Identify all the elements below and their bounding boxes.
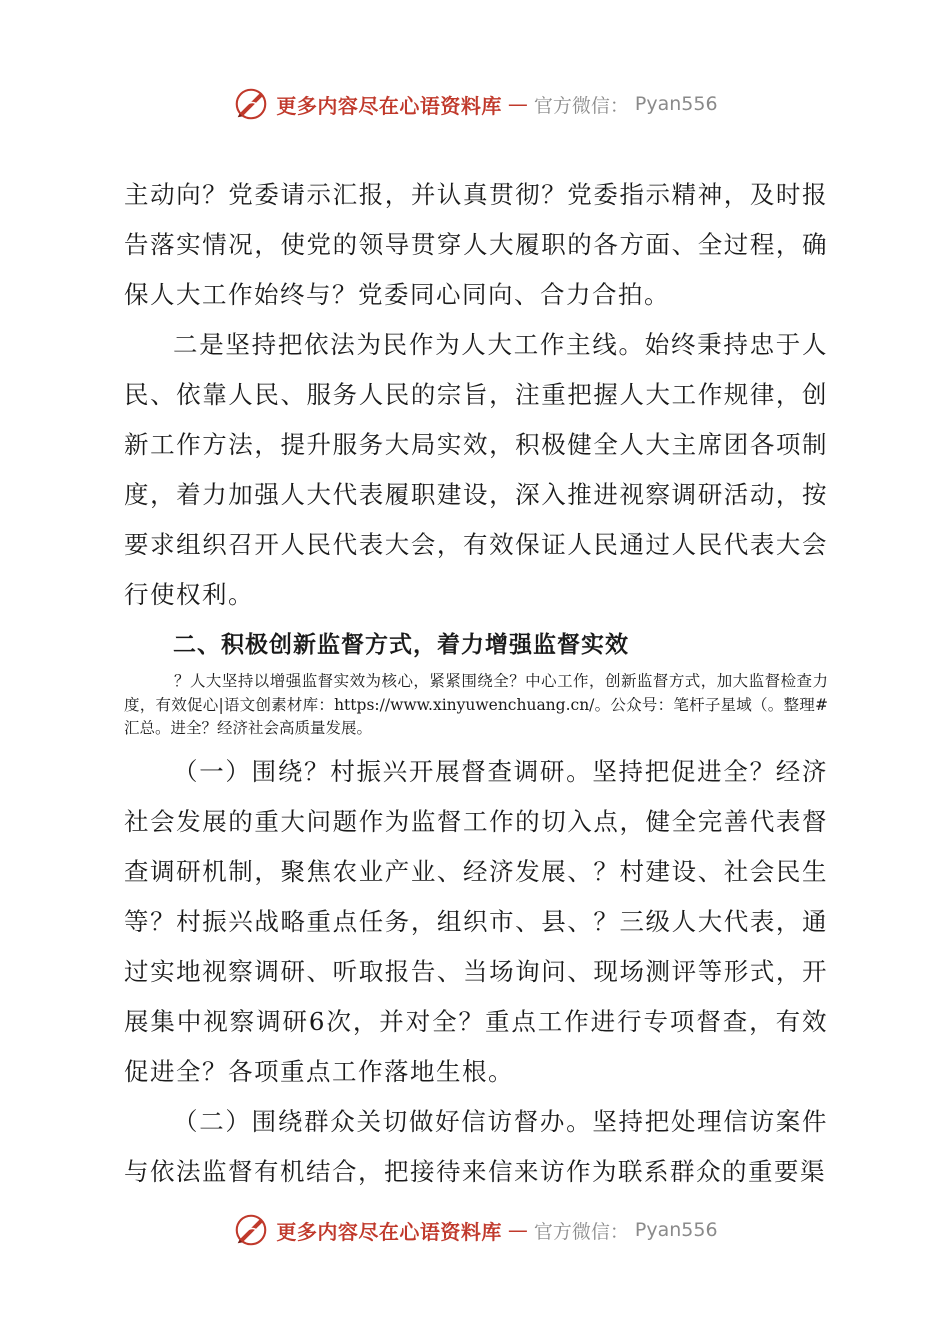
banner-separator: — [507, 1218, 528, 1242]
banner-wechat-id: Pyan556 [634, 93, 718, 115]
banner-brand: 更多内容尽在心语资料库 [276, 93, 502, 118]
paragraph-point-two: 二是坚持把依法为民作为人大工作主线。始终秉持忠于人民、依靠人民、服务人民的宗旨，注重把握人大工作规律，创新工作方法，提升服务大局实效，积极健全人大主席团各项制度，着力加强人大代表履职建设，深入推进视察调研活动，按要求组织召开人民代表大会，有效保证人民通过人民代表大会行使权利。 [124, 330, 828, 609]
section-heading-two: 二、积极创新监督方式，着力增强监督实效 [173, 632, 629, 658]
paragraph-continuation: 主动向？党委请示汇报，并认真贯彻？党委指示精神，及时报告落实情况，使党的领导贯穿人大履职的各方面、全过程，确保人大工作始终与？党委同心同向、合力合拍。 [124, 180, 828, 309]
section-intro-small: ？人大坚持以增强监督实效为核心，紧紧围绕全？中心工作，创新监督方式，加大监督检查力度，有效促心|语文创素材库：https://www.xinyuwenchuang.cn/。公众号：笔杆子星域（。整理#汇总。进全？经济社会高质量发展。 [124, 672, 828, 737]
document-body [124, 170, 828, 1197]
pen-circle-logo-icon [232, 85, 270, 123]
pen-circle-logo-icon [232, 1211, 270, 1249]
banner-wechat-id: Pyan556 [634, 1219, 718, 1241]
banner-brand: 更多内容尽在心语资料库 [276, 1219, 502, 1244]
footer-banner [0, 1208, 950, 1252]
banner-separator: — [507, 92, 528, 116]
banner-wechat-label: 官方微信： [533, 94, 629, 117]
paragraph-subsection-two: （二）围绕群众关切做好信访督办。坚持把处理信访案件与依法监督有机结合，把接待来信来访作为联系群众的重要渠 [124, 1106, 828, 1186]
banner-wechat-label: 官方微信： [533, 1220, 629, 1243]
header-banner [0, 82, 950, 126]
paragraph-subsection-one: （一）围绕？村振兴开展督查调研。坚持把促进全？经济社会发展的重大问题作为监督工作的切入点，健全完善代表督查调研机制，聚焦农业产业、经济发展、？村建设、社会民生等？村振兴战略重点任务，组织市、县、？三级人大代表，通过实地视察调研、听取报告、当场询问、现场测评等形式，开展集中视察调研6次，并对全？重点工作进行专项督查，有效促进全？各项重点工作落地生根。 [124, 756, 828, 1086]
